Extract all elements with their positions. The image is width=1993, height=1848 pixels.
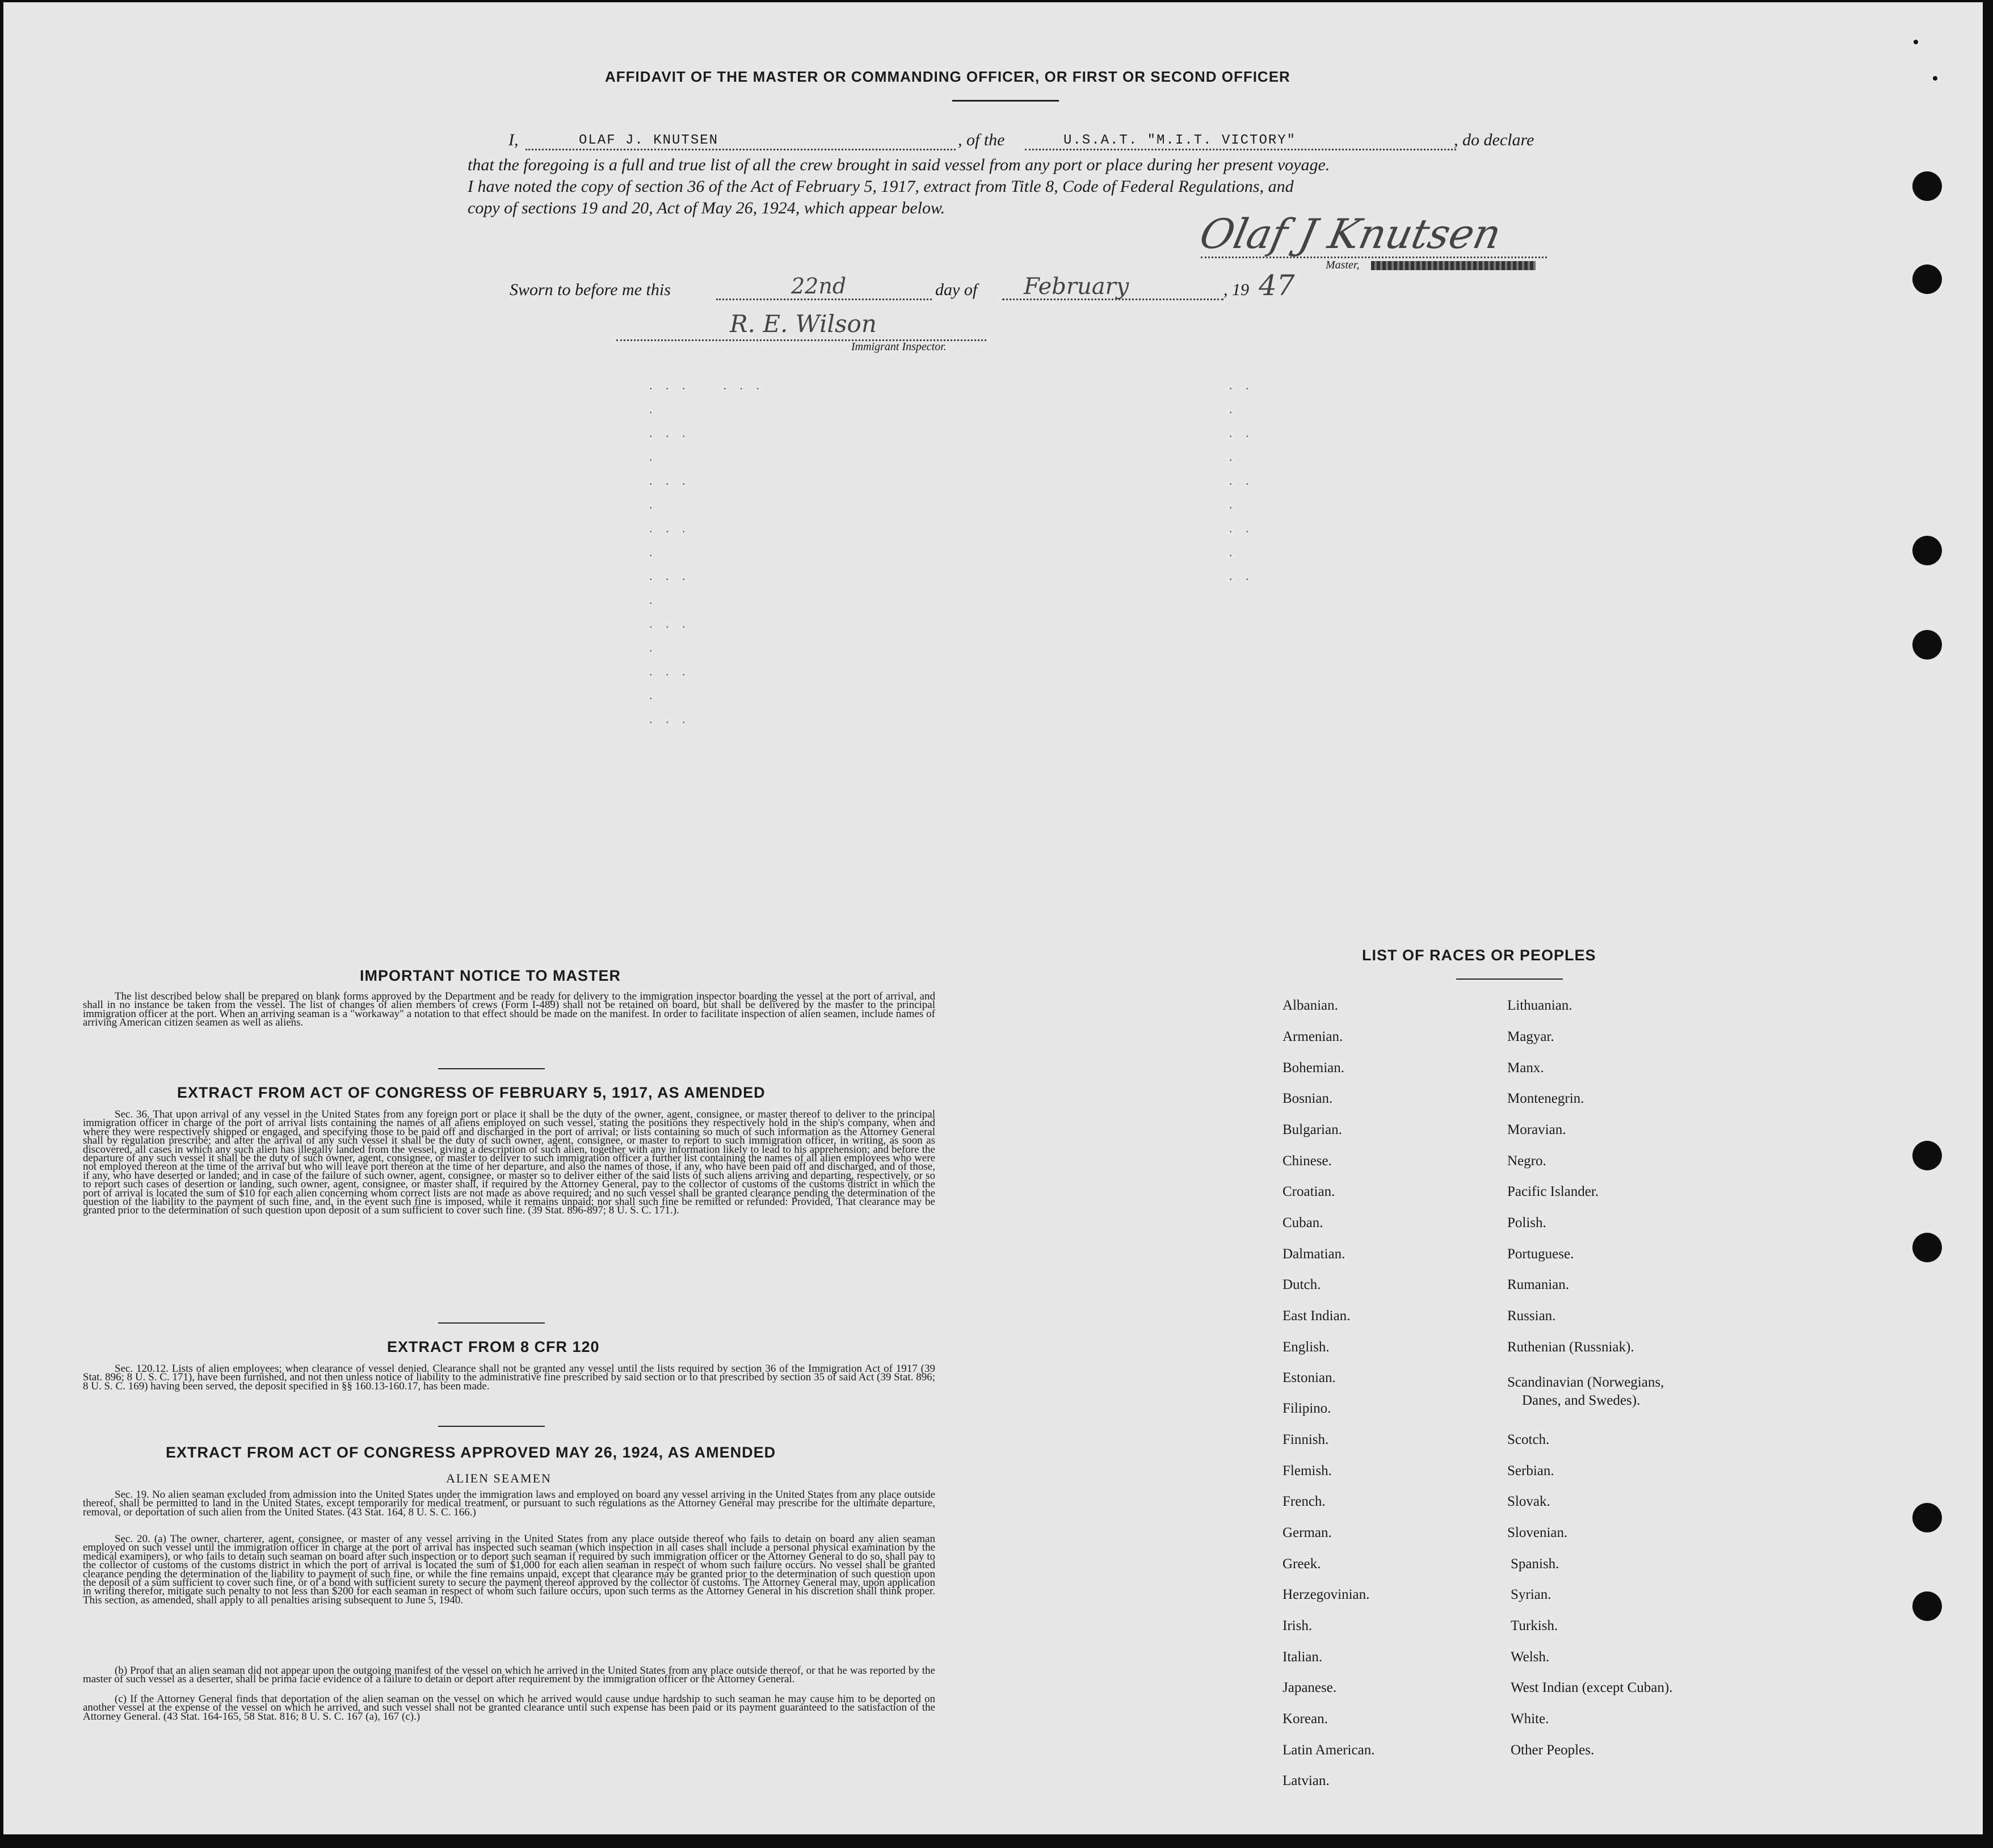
day-of: day of <box>935 280 978 299</box>
race-item: Armenian. <box>1283 1029 1343 1044</box>
race-item: White. <box>1511 1711 1549 1727</box>
race-item: Filipino. <box>1283 1401 1331 1416</box>
binder-hole <box>1912 1233 1942 1262</box>
race-item: Scotch. <box>1507 1432 1550 1447</box>
sworn-before: Sworn to before me this <box>510 280 671 299</box>
race-item: Dutch. <box>1283 1277 1321 1292</box>
vessel-name: U.S.A.T. "M.I.T. VICTORY" <box>1063 133 1297 148</box>
year-suffix: 47 <box>1259 269 1295 302</box>
extract-1917-heading: EXTRACT FROM ACT OF CONGRESS OF FEBRUARY 5, 1917, AS AMENDED <box>177 1084 766 1101</box>
race-item: German. <box>1283 1525 1332 1540</box>
race-item: Danes, and Swedes). <box>1522 1393 1641 1408</box>
race-item: Lithuanian. <box>1507 998 1572 1013</box>
signature-line <box>1201 257 1547 258</box>
race-item: Serbian. <box>1507 1463 1554 1479</box>
race-item: Magyar. <box>1507 1029 1554 1044</box>
dot-column: . . . . . . . . . . . . . . . . . . . . . . . . . . . . . . . . . . <box>649 378 764 726</box>
race-item: Korean. <box>1283 1711 1328 1727</box>
race-item: Moravian. <box>1507 1122 1566 1137</box>
race-item: Other Peoples. <box>1511 1742 1595 1758</box>
notice-text: The list described below shall be prepared on blank forms approved by the Department and be ready for delivery to the immigration inspector boarding the vessel at the port of arrival, and shall in no instance be taken from the vessel. The list of changes of alien members of crews (Form I-489) shall not be retained on board, but shall be delivered by the master to the principal immigration officer at the port. When an arriving seaman is a "workaway" a notation to that effect should be made on the manifest. In order to facilitate inspection of alien seamen, include names of arriving American citizen seamen as well as aliens. <box>83 990 935 1029</box>
race-item: Albanian. <box>1283 998 1338 1013</box>
race-item: Latvian. <box>1283 1773 1330 1788</box>
race-item: Slovak. <box>1507 1494 1550 1509</box>
affidavit-line-3: I have noted the copy of section 36 of the Act of February 5, 1917, extract from Title 8, Code of Federal Regulations, and <box>468 177 1294 196</box>
affidavit-of-the: , of the <box>958 131 1005 149</box>
race-item: Negro. <box>1507 1153 1546 1169</box>
race-item: Flemish. <box>1283 1463 1332 1479</box>
alien-seamen-subheading: ALIEN SEAMEN <box>446 1471 552 1485</box>
race-item: Greek. <box>1283 1556 1321 1572</box>
race-item: West Indian (except Cuban). <box>1511 1680 1673 1695</box>
races-rule <box>1456 978 1563 980</box>
master-title: Master, <box>1326 259 1360 271</box>
binder-hole <box>1912 630 1942 660</box>
race-item: Welsh. <box>1511 1649 1550 1665</box>
race-item: Bohemian. <box>1283 1060 1345 1076</box>
manifest-page <box>3 2 1983 1834</box>
race-item: Manx. <box>1507 1060 1544 1076</box>
section-20b-text: (b) Proof that an alien seaman did not appear upon the outgoing manifest of the vessel on which he arrived in the United States from any place outside thereof, or that he was reported by the master of such vessel as a deserter, shall be prima facie evidence of a failure to detain or deport after requirement by the immigration officer or the Attorney General. <box>83 1665 935 1686</box>
section-rule <box>438 1426 545 1427</box>
sworn-month: February <box>1024 274 1129 300</box>
day-line <box>716 299 932 300</box>
race-item: Portuguese. <box>1507 1246 1574 1262</box>
binder-hole <box>1912 1503 1942 1532</box>
name-line <box>525 149 956 150</box>
binder-hole <box>1912 264 1942 294</box>
race-item: Chinese. <box>1283 1153 1332 1169</box>
inspector-title: Immigrant Inspector. <box>851 341 947 353</box>
race-item: Slovenian. <box>1507 1525 1568 1540</box>
extract-1924-heading: EXTRACT FROM ACT OF CONGRESS APPROVED MAY 26, 1924, AS AMENDED <box>166 1444 776 1461</box>
section-20a-text: Sec. 20. (a) The owner, charterer, agent, consignee, or master of any vessel arriving in the United States from any place outside thereof who fails to detain on board any alien seaman employed on such vessel until the immigration officer in charge at the port of arrival has inspected such seaman (which inspection in all cases shall include a personal physical examination by the medical examiners), or who fails to detain such seaman on board after such inspection or to deport such seaman if required by such immigration officer or the Attorney General to do so, shall pay to the collector of customs of the customs district in which the port of arrival is located the sum of $1,000 for each alien seaman in respect of whom such failure occurs. No vessel shall be granted clearance pending the determination of the liability to payment of such fine, or while the fine remains unpaid, except that clearance may be granted prior to the determination of such question upon the deposit of a sum sufficient to cover such fine, or of a bond with sufficient surety to secure the payment thereof approved by the collector of customs. The Attorney General may, upon application in writing therefor, mitigate such penalty to not less than $200 for each seaman in respect of whom such failure occurs, upon such terms as the Attorney General in his discretion shall think proper. This section, as amended, shall apply to all penalties arising subsequent to June 5, 1940. <box>83 1533 935 1606</box>
section-19-text: Sec. 19. No alien seaman excluded from admission into the United States under the immigration laws and employed on board any vessel arriving in the United States from any place outside thereof, shall be permitted to land in the United States, except temporarily for medical treatment, or pursuant to such regulations as the Attorney General may prescribe for the ultimate departure, removal, or deportation of such alien from the United States. (43 Stat. 164, 8 U. S. C. 166.) <box>83 1489 935 1518</box>
notice-heading: IMPORTANT NOTICE TO MASTER <box>360 967 621 984</box>
cfr-text: Sec. 120.12. Lists of alien employees; when clearance of vessel denied. Clearance shall not be granted any vessel until the lists required by section 36 of the Immigration Act of 1917 (39 Stat. 896; 8 U. S. C. 171), have been furnished, and not then unless notice of liability to the administrative fine prescribed by said section or to that prescribed by section 35 of said Act (39 Stat. 896; 8 U. S. C. 169) having been served, the deposit specified in §§ 160.13-160.17, has been made. <box>83 1363 935 1392</box>
section-rule <box>438 1068 545 1069</box>
race-item: Japanese. <box>1283 1680 1337 1695</box>
section-20c-text: (c) If the Attorney General finds that deportation of the alien seaman on the vessel on which he arrived would cause undue hardship to such seaman he may cause him to be deported on another vessel at the expense of the vessel on which he arrived, and such vessel shall not be granted clearance until such expense has been paid or its payment guaranteed to the satisfaction of the Attorney General. (43 Stat. 164-165, 58 Stat. 816; 8 U. S. C. 167 (a), 167 (c).) <box>83 1693 935 1723</box>
dot-column: . . . . . . . . . . . . . . <box>1229 378 1254 583</box>
race-item: Bulgarian. <box>1283 1122 1342 1137</box>
race-item: Dalmatian. <box>1283 1246 1346 1262</box>
race-item: Bosnian. <box>1283 1091 1333 1106</box>
race-item: East Indian. <box>1283 1308 1351 1324</box>
section-rule <box>438 1322 545 1324</box>
race-item: Croatian. <box>1283 1184 1335 1199</box>
scan-speck <box>1933 76 1937 81</box>
affidavit-pronoun: I, <box>508 131 519 149</box>
binder-hole <box>1912 171 1942 201</box>
affidavit-heading: AFFIDAVIT OF THE MASTER OR COMMANDING OFFICER, OR FIRST OR SECOND OFFICER <box>605 68 1290 85</box>
race-item: French. <box>1283 1494 1326 1509</box>
race-item: Finnish. <box>1283 1432 1329 1447</box>
race-item: Scandinavian (Norwegians, <box>1507 1375 1664 1390</box>
race-item: Ruthenian (Russniak). <box>1507 1339 1634 1355</box>
scan-speck <box>1914 40 1918 44</box>
affidavit-do-declare: , do declare <box>1454 131 1534 149</box>
race-item: Turkish. <box>1511 1618 1558 1633</box>
race-item: Syrian. <box>1511 1587 1551 1602</box>
section-36-text: Sec. 36. That upon arrival of any vessel in the United States from any foreign port or place it shall be the duty of the owner, agent, consignee, or master thereof to deliver to the principal immigration officer in charge of the port of arrival lists containing the names of all aliens employed on such vessel, stating the positions they respectively hold in the ship's company, when and where they were respectively shipped or engaged, and specifying those to be paid off and discharged in the port of arrival; or lists containing so much of such information as the Attorney General shall by regulation prescribe; and after the arrival of any such vessel it shall be the duty of such owner, agent, consignee, or master to report to such immigration officer, in writing, as soon as discovered, all cases in which any such alien has illegally landed from the vessel, giving a description of such alien, together with any information likely to lead to his apprehension; and before the departure of any such vessel it shall be the duty of such owner, agent, consignee, or master to deliver to such immigration officer a further list containing the names of all alien employees who were not employed thereon at the time of the arrival but who will leave port thereon at the time of her departure, and also the names of those, if any, who have been paid off and discharged, and of those, if any, who have deserted or landed; and in case of the failure of such owner, agent, consignee, or master so to deliver either of the said lists of such aliens arriving and departing, respectively, or so to report such cases of desertion or landing, such owner, agent, consignee, or master shall, if required by the Attorney General, pay to the collector of customs of the customs district in which the port of arrival is located the sum of $10 for each alien concerning whom correct lists are not made as above required; and no such vessel shall be granted clearance pending the determination of the question of the liability to the payment of such fine, and, in the event such fine is imposed, while it remains unpaid; nor shall such fine be remitted or refunded: Provided, That clearance may be granted prior to the determination of such question upon deposit of a sum sufficient to cover such fine. (39 Stat. 896-897; 8 U. S. C. 171.). <box>83 1108 935 1217</box>
race-item: Italian. <box>1283 1649 1323 1665</box>
affidavit-line-2: that the foregoing is a full and true list of all the crew brought in said vessel from any port or place during her present voyage. <box>468 156 1330 174</box>
binder-hole <box>1912 536 1942 565</box>
race-item: Latin American. <box>1283 1742 1375 1758</box>
affidavit-line-4: copy of sections 19 and 20, Act of May 26, 1924, which appear below. <box>468 199 945 217</box>
master-name: OLAF J. KNUTSEN <box>579 133 719 148</box>
race-item: Spanish. <box>1511 1556 1559 1572</box>
race-item: Herzegovinian. <box>1283 1587 1370 1602</box>
race-item: Cuban. <box>1283 1215 1323 1230</box>
vessel-line <box>1025 149 1456 150</box>
race-item: Polish. <box>1507 1215 1546 1230</box>
race-item: Montenegrin. <box>1507 1091 1584 1106</box>
master-signature: Olaf J Knutsen <box>1196 210 1506 258</box>
race-item: Irish. <box>1283 1618 1313 1633</box>
race-item: English. <box>1283 1339 1330 1355</box>
sworn-day: 22nd <box>791 274 847 299</box>
struck-title <box>1371 261 1536 270</box>
cfr-heading: EXTRACT FROM 8 CFR 120 <box>387 1338 600 1355</box>
race-item: Rumanian. <box>1507 1277 1570 1292</box>
race-item: Russian. <box>1507 1308 1556 1324</box>
races-heading: LIST OF RACES OR PEOPLES <box>1362 947 1596 964</box>
race-item: Pacific Islander. <box>1507 1184 1599 1199</box>
year-prefix: , 19 <box>1223 280 1249 299</box>
heading-rule <box>952 100 1059 102</box>
binder-hole <box>1912 1141 1942 1170</box>
binder-hole <box>1912 1591 1942 1621</box>
race-item: Estonian. <box>1283 1370 1336 1385</box>
inspector-signature: R. E. Wilson <box>730 310 877 338</box>
